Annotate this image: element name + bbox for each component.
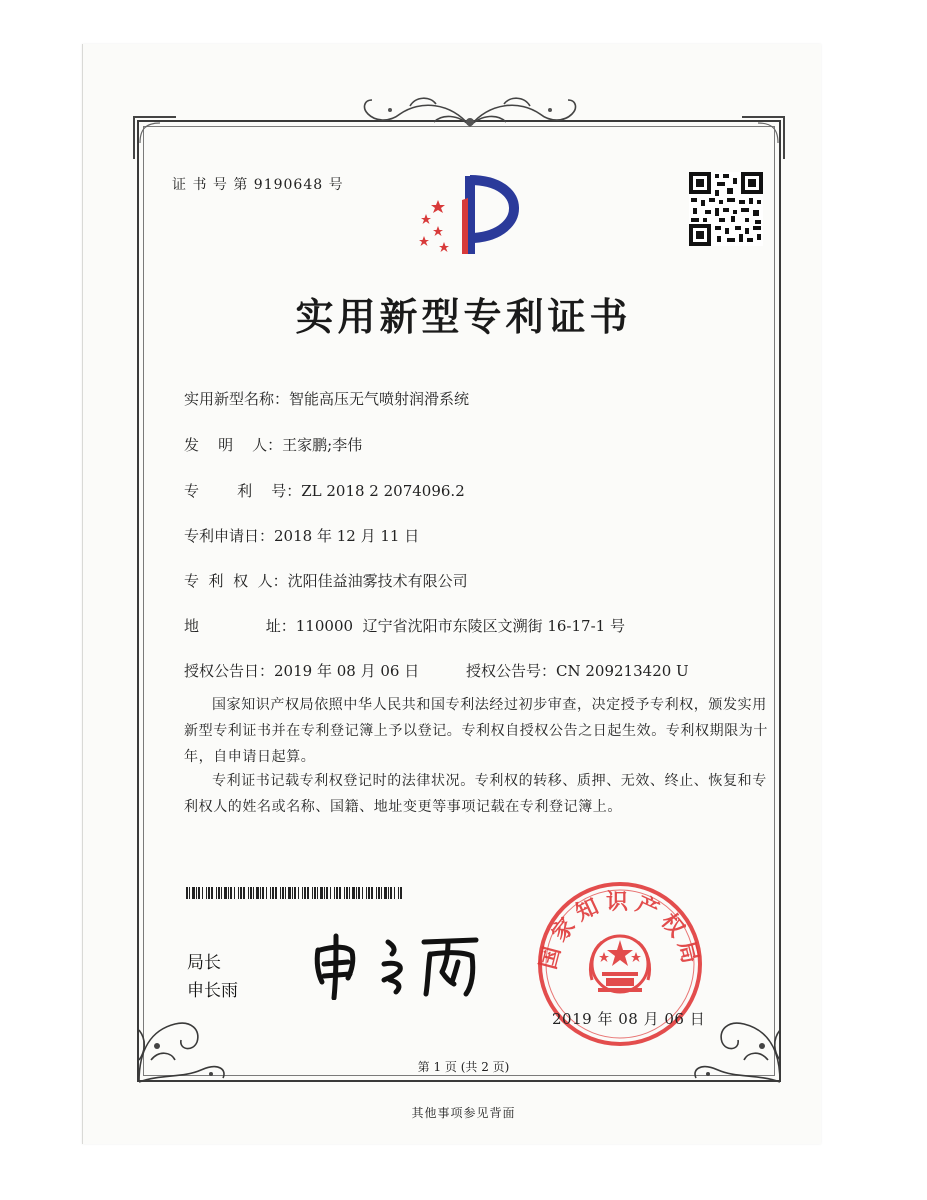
grant-date-value: 2019 年 08 月 06 日 xyxy=(274,662,420,680)
apply-date-label: 专利申请日： xyxy=(184,527,275,545)
barcode-icon xyxy=(186,887,404,899)
inventor-row xyxy=(184,434,362,455)
patent-number-value: ZL 2018 2 2074096.2 xyxy=(301,482,465,500)
patent-number-row xyxy=(184,480,465,501)
address-row xyxy=(184,615,625,636)
apply-date-value: 2018 年 12 月 11 日 xyxy=(274,527,420,545)
patentee-row xyxy=(184,570,468,591)
director-title: 局长 xyxy=(187,953,221,973)
statement-paragraph-1: 国家知识产权局依照中华人民共和国专利法经过初步审查，决定授予专利权，颁发实用新型专利证书并在专利登记簿上予以登记。专利权自授权公告之日起生效。专利权期限为十年，自申请日起算。 xyxy=(184,697,768,765)
footer-note: 其他事项参见背面 xyxy=(411,1106,516,1120)
utility-name-row xyxy=(184,388,469,409)
grant-date-row xyxy=(184,660,419,681)
inventor-value: 王家鹏;李伟 xyxy=(282,436,363,454)
apply-date-row xyxy=(184,525,419,546)
certificate-number: 证 书 号 第 9190648 号 xyxy=(172,177,344,193)
utility-name-label: 实用新型名称： xyxy=(184,390,290,408)
inventor-label: 发 明 人： xyxy=(184,436,283,454)
patentee-value: 沈阳佳益油雾技术有限公司 xyxy=(287,572,468,590)
address-label: 地 址： xyxy=(184,617,296,635)
page-number: 第 1 页 (共 2 页) xyxy=(417,1060,510,1074)
stamp-date: 2019 年 08 月 06 日 xyxy=(552,1010,706,1028)
statement-paragraph-2: 专利证书记载专利权登记时的法律状况。专利权的转移、质押、无效、终止、恢复和专利权人的姓名或名称、国籍、地址变更等事项记载在专利登记簿上。 xyxy=(184,773,767,815)
corner-ornament-top-left-icon xyxy=(130,113,180,163)
address-value: 110000 辽宁省沈阳市东陵区文溯街 16-17-1 号 xyxy=(295,617,625,635)
patentee-label: 专 利 权 人： xyxy=(184,572,288,590)
corner-ornament-top-right-icon xyxy=(738,113,788,163)
page-title: 实用新型专利证书 xyxy=(295,294,632,339)
grant-date-label: 授权公告日： xyxy=(184,662,275,680)
director-signature-icon xyxy=(308,928,488,1000)
qr-code-icon xyxy=(689,172,763,246)
utility-name-value: 智能高压无气喷射润滑系统 xyxy=(289,390,470,408)
patent-office-logo-icon xyxy=(408,170,532,260)
patent-number-label: 专 利 号： xyxy=(184,482,302,500)
grant-number-value: CN 209213420 U xyxy=(556,662,689,680)
director-name: 申长雨 xyxy=(187,981,238,1001)
grant-number-row xyxy=(466,660,689,681)
seal-text: 国家知识产权局 xyxy=(536,889,704,972)
grant-number-label: 授权公告号： xyxy=(466,662,557,680)
top-ornament-icon xyxy=(350,92,590,138)
